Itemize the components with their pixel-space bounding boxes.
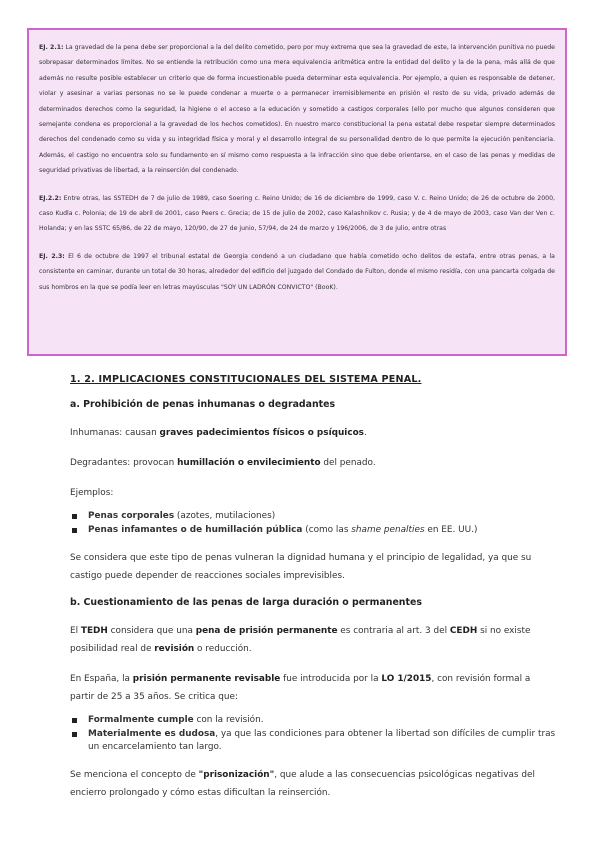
text: Se menciona el concepto de bbox=[70, 770, 199, 780]
text: , que alude a las consecuencias psicológicas negativas del encierro prolongado y cómo estas dificultan la reinserción. bbox=[70, 770, 535, 798]
emphasis: Penas infamantes o de humillación pública bbox=[88, 525, 303, 535]
example-label: EJ.2.2: bbox=[39, 194, 62, 202]
text: , con revisión formal a partir de 25 a 35 años. Se critica que: bbox=[70, 674, 531, 702]
text: en EE. UU.) bbox=[424, 525, 478, 535]
critique-list bbox=[70, 714, 556, 754]
text: Degradantes: provocan bbox=[70, 458, 178, 468]
text: . bbox=[363, 428, 367, 438]
emphasis: graves padecimientos físicos o psíquicos bbox=[159, 428, 364, 438]
text: En España, la bbox=[70, 674, 133, 684]
tedh-paragraph bbox=[70, 622, 556, 658]
list-item bbox=[70, 728, 556, 754]
text: del penado. bbox=[320, 458, 376, 468]
prisonizacion-paragraph bbox=[70, 766, 556, 802]
text: (como las bbox=[302, 525, 352, 535]
text: con la revisión. bbox=[193, 715, 264, 725]
example-label: EJ. 2.1: bbox=[39, 44, 64, 51]
list-item bbox=[70, 524, 556, 537]
bullet-icon bbox=[72, 732, 77, 737]
example-text: La gravedad de la pena debe ser proporcional a la del delito cometido, pero por muy extrema que sea la gravedad de este, la intervención punitiva no puede sobrepasar determinados límites. No se entiende la retribución como una mera equivalencia aritmética entre la entidad del delito y la de la pena, más allá de que además no resulte posible establecer un criterio que de forma incuestionable pueda determinar esta equivalencia. Por ejemplo, a quien es responsable de detener, violar y asesinar a varias personas no se le puede condenar a muerte o a permanecer irremisiblemente en prisión el resto de su vida, privado además de determinados derechos como la seguridad, la higiene o el acceso a la educación y sometido a castigos corporales (ello por mucho que algunos consideren que semejante condena es proporcional a la gravedad de los hechos cometidos). En nuestro marco constitucional la pena estatal debe respetar siempre determinados derechos del condenado como su vida y su integridad física y moral y el desarrollo integral de su personalidad dentro de lo que permite la ejecución penitenciaria. Además, el castigo no encuentra solo su fundamento en sí mismo como respuesta a la infracción sino que debe orientarse, en el caso de las penas y medidas de seguridad privativas de libertad, a la reinserción del condenado. bbox=[39, 44, 555, 175]
degradantes-definition bbox=[70, 454, 556, 472]
espana-paragraph bbox=[70, 670, 556, 706]
emphasis: pena de prisión permanente bbox=[195, 626, 338, 636]
examples-box bbox=[27, 28, 567, 356]
text: Inhumanas: causan bbox=[70, 428, 160, 438]
section-title: 1. 2. IMPLICACIONES CONSTITUCIONALES DEL SISTEMA PENAL. bbox=[70, 374, 422, 385]
emphasis: "prisonización" bbox=[198, 770, 275, 780]
emphasis: humillación o envilecimiento bbox=[177, 458, 321, 468]
emphasis: CEDH bbox=[449, 626, 478, 636]
text: si no existe posibilidad real de bbox=[70, 626, 531, 654]
italic-text: shame penalties bbox=[351, 525, 425, 535]
emphasis: Penas corporales bbox=[88, 511, 175, 521]
examples-list bbox=[70, 510, 556, 537]
main-content bbox=[70, 368, 556, 814]
consideration-paragraph: Se considera que este tipo de penas vulneran la dignidad humana y el principio de legalidad, ya que su castigo puede depender de reacciones sociales imprevisibles. bbox=[70, 553, 532, 581]
text: o reducción. bbox=[194, 644, 252, 654]
text: considera que una bbox=[107, 626, 196, 636]
ejemplos-label: Ejemplos: bbox=[70, 488, 114, 498]
example-2-1 bbox=[39, 40, 555, 179]
text: es contraria al art. 3 del bbox=[337, 626, 450, 636]
example-text: Entre otras, las SSTEDH de 7 de julio de 1989, caso Soering c. Reino Unido; de 16 de diciembre de 1999, caso V. c. Reino Unido; de 26 de octubre de 2000, caso Kudla c. Polonia; de 19 de abril de 2001, caso Peers c. Grecia; de 15 de julio de 2002, caso Kalashnikov c. Rusia; y de 4 de mayo de 2003, caso Van der Ven c. Holanda; y en las SSTC 65/86, de 22 de mayo, 120/90, de 27 de junio, 57/94, de 24 de marzo y 196/2006, de 3 de julio, entre otras bbox=[39, 194, 555, 233]
example-2-2 bbox=[39, 191, 555, 237]
text: fue introducida por la bbox=[280, 674, 382, 684]
emphasis: prisión permanente revisable bbox=[132, 674, 281, 684]
inhumanas-definition bbox=[70, 424, 556, 442]
list-item bbox=[70, 714, 556, 727]
bullet-icon bbox=[72, 514, 77, 519]
text: , ya que las condiciones para obtener la libertad son difíciles de cumplir tras un encarcelamiento tan largo. bbox=[88, 729, 556, 752]
text: El bbox=[70, 626, 81, 636]
emphasis: TEDH bbox=[80, 626, 108, 636]
example-label: EJ. 2.3: bbox=[39, 252, 65, 260]
emphasis: Materialmente es dudosa bbox=[88, 729, 216, 739]
subsection-b-title: b. Cuestionamiento de las penas de larga duración o permanentes bbox=[70, 597, 422, 608]
bullet-icon bbox=[72, 528, 77, 533]
list-item bbox=[70, 510, 556, 523]
example-text: El 6 de octubre de 1997 el tribunal estatal de Georgia condenó a un ciudadano que había cometido ocho delitos de estafa, entre otras penas, a la consistente en caminar, durante un total de 30 horas, alrededor del edificio del juzgado del Condado de Fulton, donde el mismo residía, con una pancarta colgada de sus hombros en la que se podía leer en letras mayúsculas "SOY UN LADRÓN CONVICTO" (BooK). bbox=[39, 252, 555, 291]
text: (azotes, mutilaciones) bbox=[174, 511, 276, 521]
emphasis: revisión bbox=[154, 644, 195, 654]
bullet-icon bbox=[72, 718, 77, 723]
example-2-3 bbox=[39, 249, 555, 295]
emphasis: Formalmente cumple bbox=[88, 715, 194, 725]
emphasis: LO 1/2015 bbox=[381, 674, 432, 684]
subsection-a-title: a. Prohibición de penas inhumanas o degradantes bbox=[70, 399, 336, 410]
